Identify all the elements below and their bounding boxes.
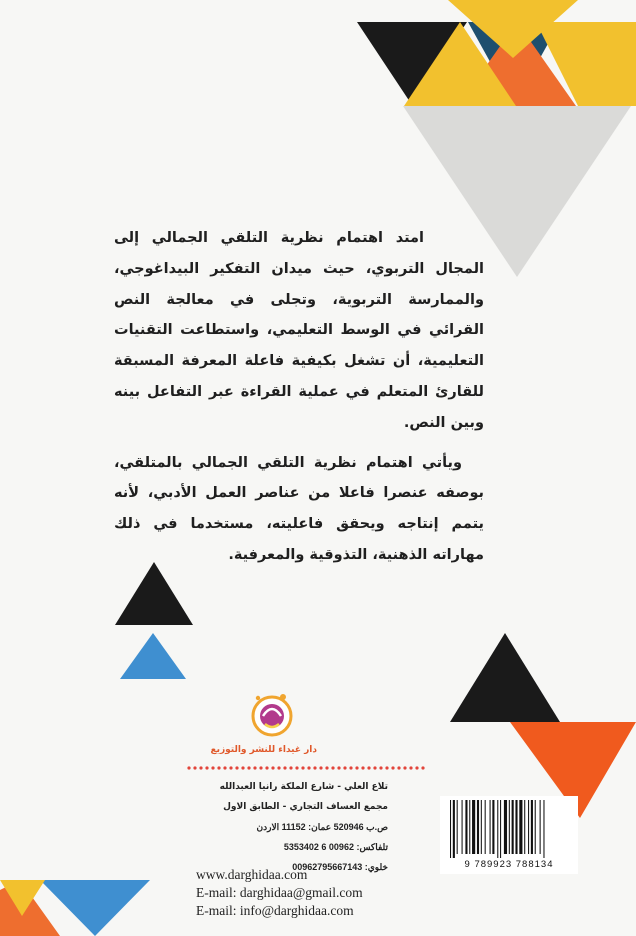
divider-dot bbox=[265, 766, 268, 769]
divider-dot bbox=[373, 766, 376, 769]
barcode-bar bbox=[524, 800, 525, 854]
barcode-bar bbox=[453, 800, 455, 858]
divider-dot bbox=[355, 766, 358, 769]
divider-dot bbox=[421, 766, 424, 769]
divider-dot bbox=[301, 766, 304, 769]
mobile-number: خلوي: 00962795667143 bbox=[292, 862, 388, 872]
divider-dot bbox=[367, 766, 370, 769]
divider-dot bbox=[247, 766, 250, 769]
divider-dot bbox=[415, 766, 418, 769]
divider-dot bbox=[349, 766, 352, 769]
barcode-bar bbox=[481, 800, 482, 854]
divider-dot bbox=[283, 766, 286, 769]
blurb-paragraph-2: ويأتي اهتمام نظرية التلقي الجمالي بالمتلقي، بوصفه عنصرا فاعلا من عناصر العمل الأدبي، لأنه يتمم إنتاجه ويحقق فاعليته، مستخدما في ذلك مهاراته الذهنية، التذوقية والمعرفية. bbox=[114, 454, 484, 563]
divider-dot bbox=[385, 766, 388, 769]
divider-dot bbox=[289, 766, 292, 769]
barcode-bar bbox=[531, 800, 533, 854]
barcode-bar bbox=[490, 800, 491, 854]
divider-dot bbox=[409, 766, 412, 769]
barcode-bar bbox=[535, 800, 536, 854]
email-label: E-mail: bbox=[196, 903, 237, 918]
dotted-divider bbox=[186, 765, 426, 771]
email-line-1 bbox=[196, 884, 363, 902]
isbn-number: 9 789923 788134 bbox=[464, 859, 554, 870]
email-link-1[interactable]: darghidaa@gmail.com bbox=[239, 885, 363, 900]
barcode-bar bbox=[512, 800, 514, 854]
divider-dot bbox=[187, 766, 190, 769]
divider-dot bbox=[319, 766, 322, 769]
divider-dot bbox=[235, 766, 238, 769]
email-link-2[interactable]: info@darghidaa.com bbox=[239, 903, 354, 918]
barcode-bar bbox=[497, 800, 498, 858]
divider-dot bbox=[325, 766, 328, 769]
isbn-barcode bbox=[440, 796, 578, 874]
blue-triangle-bottom bbox=[40, 880, 150, 936]
divider-dot bbox=[277, 766, 280, 769]
barcode-bar bbox=[543, 800, 544, 858]
address-line-2: مجمع العساف التجاري - الطابق الاول bbox=[223, 802, 388, 812]
barcode-bar bbox=[515, 800, 517, 854]
blurb-text bbox=[114, 223, 484, 571]
barcode-bar bbox=[465, 800, 467, 854]
divider-dot bbox=[397, 766, 400, 769]
divider-dot bbox=[211, 766, 214, 769]
publisher-address bbox=[120, 777, 388, 877]
divider-dot bbox=[361, 766, 364, 769]
barcode-bar bbox=[504, 800, 507, 854]
website-link[interactable]: www.darghidaa.com bbox=[196, 867, 308, 882]
divider-dot bbox=[379, 766, 382, 769]
barcode-bar bbox=[519, 800, 522, 854]
address-line-1: تلاع العلي - شارع الملكة رانيا العبدالله bbox=[219, 782, 388, 792]
barcode-bar bbox=[469, 800, 470, 854]
barcode-bar bbox=[477, 800, 479, 854]
divider-dot bbox=[331, 766, 334, 769]
barcode-bar bbox=[500, 800, 501, 858]
po-box: ص.ب 520946 عمان: 11152 الاردن bbox=[256, 822, 388, 832]
publisher-name: دار غيداء للنشر والتوزيع bbox=[210, 745, 317, 755]
divider-dot bbox=[217, 766, 220, 769]
divider-dot bbox=[205, 766, 208, 769]
barcode-bar bbox=[462, 800, 463, 854]
divider-dot bbox=[193, 766, 196, 769]
divider-dot bbox=[271, 766, 274, 769]
barcode-bar bbox=[457, 800, 458, 854]
divider-dot bbox=[241, 766, 244, 769]
publisher-logo-mark-icon bbox=[227, 684, 317, 744]
telefax: تلفاكس: 00962 6 5353402 bbox=[283, 842, 388, 852]
divider-dot bbox=[223, 766, 226, 769]
divider-dot bbox=[295, 766, 298, 769]
barcode-bar bbox=[472, 800, 475, 854]
divider-dot bbox=[259, 766, 262, 769]
divider-dot bbox=[253, 766, 256, 769]
divider-dot bbox=[343, 766, 346, 769]
blurb-paragraph-1: امتد اهتمام نظرية التلقي الجمالي إلى المجال التربوي، حيث ميدان التفكير البيداغوجي، والممارسة التربوية، وتجلى في معالجة النص القرائي في الوسط التعليمي، واستطاعت التقنيات التعليمية، أن تشغل بكيفية فاعلة المعرفة المسبقة للقارئ المتعلم في عملية القراءة عبر التفاعل بينه وبين النص. bbox=[114, 230, 484, 431]
barcode-bar bbox=[450, 800, 451, 858]
divider-dot bbox=[313, 766, 316, 769]
barcode-bar bbox=[540, 800, 541, 854]
publisher-contact bbox=[196, 866, 363, 920]
divider-dot bbox=[337, 766, 340, 769]
divider-dot bbox=[391, 766, 394, 769]
barcode-bar bbox=[485, 800, 486, 854]
barcode-bars-icon bbox=[448, 800, 570, 860]
barcode-bar bbox=[509, 800, 510, 854]
barcode-bar bbox=[528, 800, 529, 854]
email-line-2 bbox=[196, 902, 363, 920]
divider-dot bbox=[199, 766, 202, 769]
divider-dot bbox=[229, 766, 232, 769]
email-label: E-mail: bbox=[196, 885, 237, 900]
divider-dot bbox=[403, 766, 406, 769]
publisher-logo bbox=[210, 684, 317, 762]
barcode-bar bbox=[492, 800, 494, 854]
divider-dot bbox=[307, 766, 310, 769]
